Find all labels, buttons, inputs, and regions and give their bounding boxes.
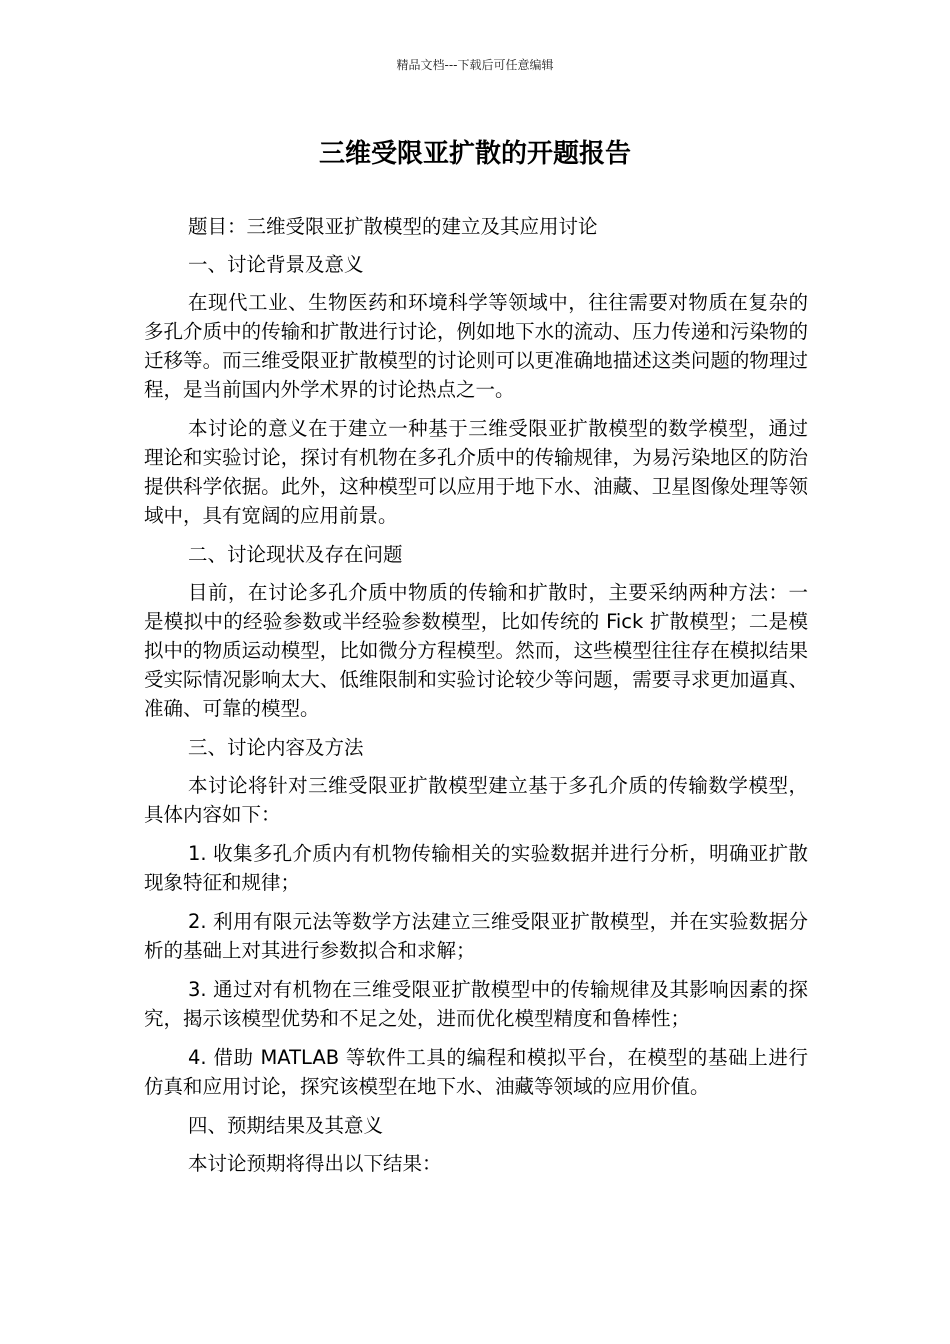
- topic-line: 题目：三维受限亚扩散模型的建立及其应用讨论: [188, 215, 598, 238]
- document-body: [144, 212, 808, 1188]
- body-paragraph: 本讨论将针对三维受限亚扩散模型建立基于多孔介质的传输数学模型，具体内容如下：: [144, 774, 808, 826]
- section-heading-1: 一、讨论背景及意义: [188, 253, 364, 276]
- body-paragraph: 目前，在讨论多孔介质中物质的传输和扩散时，主要采纳两种方法：一是模拟中的经验参数或半经验参数模型，比如传统的 Fick 扩散模型；二是模拟中的物质运动模型，比如微分方程模型。然而，这些模型往往存在模拟结果受实际情况影响太大、低维限制和实验讨论较少等问题，需要寻求更加逼真、准确、可靠的模型。: [144, 581, 808, 720]
- body-paragraph: 本讨论的意义在于建立一种基于三维受限亚扩散模型的数学模型，通过理论和实验讨论，探讨有机物在多孔介质中的传输规律，为易污染地区的防治提供科学依据。此外，这种模型可以应用于地下水、油藏、卫星图像处理等领域中，具有宽阔的应用前景。: [144, 417, 808, 527]
- list-item: 1. 收集多孔介质内有机物传输相关的实验数据并进行分析，明确亚扩散现象特征和规律；: [144, 842, 808, 894]
- section-heading-3: 三、讨论内容及方法: [188, 736, 364, 759]
- list-item: 4. 借助 MATLAB 等软件工具的编程和模拟平台，在模型的基础上进行仿真和应用讨论，探究该模型在地下水、油藏等领域的应用价值。: [144, 1046, 808, 1098]
- body-paragraph: 本讨论预期将得出以下结果：: [188, 1152, 442, 1175]
- section-heading-4: 四、预期结果及其意义: [188, 1114, 384, 1137]
- header-note: 精品文档---下载后可任意编辑: [396, 58, 554, 72]
- list-item: 3. 通过对有机物在三维受限亚扩散模型中的传输规律及其影响因素的探究，揭示该模型优势和不足之处，进而优化模型精度和鲁棒性；: [144, 978, 808, 1030]
- body-paragraph: 在现代工业、生物医药和环境科学等领域中，往往需要对物质在复杂的多孔介质中的传输和扩散进行讨论，例如地下水的流动、压力传递和污染物的迁移等。而三维受限亚扩散模型的讨论则可以更准确地描述这类问题的物理过程，是当前国内外学术界的讨论热点之一。: [144, 291, 808, 401]
- list-item: 2. 利用有限元法等数学方法建立三维受限亚扩散模型，并在实验数据分析的基础上对其进行参数拟合和求解；: [144, 910, 808, 962]
- section-heading-2: 二、讨论现状及存在问题: [188, 543, 403, 566]
- document-title: 三维受限亚扩散的开题报告: [318, 139, 631, 169]
